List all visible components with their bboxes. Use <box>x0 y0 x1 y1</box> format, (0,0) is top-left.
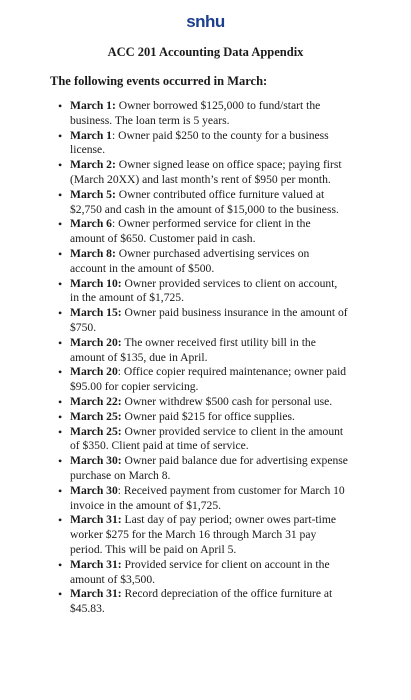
event-item <box>58 484 348 514</box>
event-description: : Received payment from customer for March 10 invoice in the amount of $1,725. <box>70 483 345 512</box>
event-description: Owner paid $215 for office supplies. <box>121 409 295 423</box>
events-list <box>58 99 348 617</box>
intro-heading: The following events occurred in March: <box>50 74 268 88</box>
event-item <box>58 587 348 617</box>
event-item <box>58 247 348 277</box>
event-description: : Owner paid $250 to the county for a business license. <box>70 128 329 157</box>
event-description: Owner provided services to client on account, in the amount of $1,725. <box>70 276 338 305</box>
event-description: Provided service for client on account in the amount of $3,500. <box>70 557 330 586</box>
event-date: March 30: <box>70 454 122 468</box>
event-description: Owner purchased advertising services on account in the amount of $500. <box>70 246 310 275</box>
event-item <box>58 129 348 159</box>
event-item <box>58 277 348 307</box>
event-item <box>58 365 348 395</box>
event-date: March 5: <box>70 187 116 201</box>
event-item <box>58 395 348 410</box>
event-date: March 15: <box>70 306 122 320</box>
event-description: Record depreciation of the office furniture at $45.83. <box>70 587 333 616</box>
event-date: March 1 <box>70 128 112 142</box>
event-description: Last day of pay period; owner owes part-time worker $275 for the March 16 through March 31 pay period. This will be paid on April 5. <box>70 513 337 556</box>
event-date: March 1: <box>70 99 116 112</box>
event-date: March 22: <box>70 394 122 408</box>
event-description: : Office copier required maintenance; owner paid $95.00 for copier servicing. <box>70 365 347 394</box>
event-date: March 8: <box>70 246 116 260</box>
event-item <box>58 306 348 336</box>
event-item <box>58 410 348 425</box>
event-item <box>58 513 348 557</box>
event-date: March 20 <box>70 365 118 379</box>
event-date: March 25: <box>70 409 122 423</box>
event-description: : Owner performed service for client in the amount of $650. Customer paid in cash. <box>70 217 311 246</box>
event-description: Owner paid balance due for advertising expense purchase on March 8. <box>70 454 348 482</box>
event-date: March 2: <box>70 158 116 172</box>
document-title: ACC 201 Accounting Data Appendix <box>107 45 304 59</box>
event-item <box>58 336 348 366</box>
event-description: The owner received first utility bill in the amount of $135, due in April. <box>70 335 316 364</box>
event-item <box>58 558 348 588</box>
event-item <box>58 217 348 247</box>
event-description: Owner provided service to client in the amount of $350. Client paid at time of service. <box>70 424 344 453</box>
event-item <box>58 454 348 484</box>
event-date: March 10: <box>70 276 122 290</box>
event-date: March 25: <box>70 424 122 438</box>
event-description: Owner withdrew $500 cash for personal use. <box>121 394 333 408</box>
event-date: March 20: <box>70 335 122 349</box>
event-description: Owner borrowed $125,000 to fund/start the business. The loan term is 5 years. <box>70 99 321 127</box>
event-date: March 6 <box>70 217 112 231</box>
event-date: March 31: <box>70 513 122 527</box>
event-description: Owner paid business insurance in the amount of $750. <box>70 306 348 334</box>
event-item <box>58 188 348 218</box>
event-item <box>58 425 348 455</box>
logo-text: snhu <box>186 12 225 31</box>
snhu-logo <box>0 12 411 32</box>
event-item <box>58 99 348 129</box>
event-description: Owner signed lease on office space; paying first (March 20XX) and last month’s rent of $950 per month. <box>70 158 342 186</box>
event-date: March 31: <box>70 557 122 571</box>
event-date: March 31: <box>70 587 122 601</box>
event-item <box>58 158 348 188</box>
event-description: Owner contributed office furniture valued at $2,750 and cash in the amount of $15,000 to the business. <box>70 187 339 216</box>
event-date: March 30 <box>70 483 118 497</box>
